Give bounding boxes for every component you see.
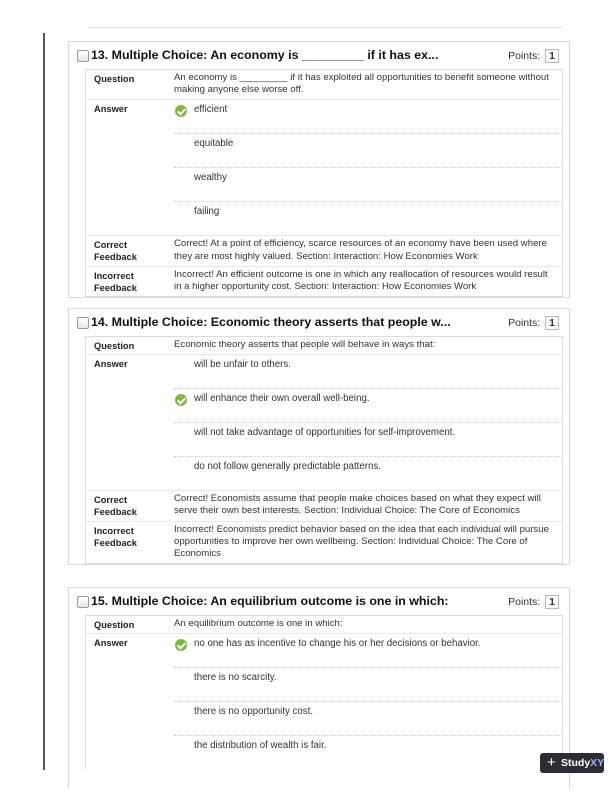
incorrect-feedback-row (86, 522, 562, 564)
select-checkbox[interactable] (77, 317, 89, 329)
logo-text-suffix: XY (590, 757, 605, 769)
question-details-table (85, 69, 563, 297)
option-text: no one has as incentive to change his or her decisions or behavior. (194, 638, 481, 650)
points-label: Points: (508, 596, 541, 608)
points-value[interactable]: 1 (545, 316, 559, 330)
answer-row (86, 355, 562, 491)
answer-options (174, 634, 562, 769)
question-card-14 (68, 308, 570, 565)
left-margin-rule (43, 33, 45, 770)
question-title: 14. Multiple Choice: Economic theory asserts that people w... (91, 315, 451, 329)
answer-option (174, 168, 562, 202)
question-details-table (85, 615, 563, 769)
option-text: efficient (194, 104, 228, 116)
logo-text-prefix: Study (561, 757, 591, 769)
question-card-15 (68, 587, 570, 788)
question-label: Question (94, 74, 135, 84)
incorrect-feedback-text: Incorrect! Economists predict behavior based on the idea that each individual will pursue opportunities to improve her own wellbeing. Section: Individual Choice: The Core of Economics (174, 523, 549, 560)
option-text: failing (194, 206, 220, 218)
option-text: there is no opportunity cost. (194, 706, 314, 718)
answer-option (174, 202, 562, 235)
incorrect-feedback-text: Incorrect! An efficient outcome is one in which any reallocation of resources would result in a higher opportunity cost. Section: Interaction: How Economies Work (174, 268, 548, 293)
answer-option (174, 736, 562, 769)
correct-feedback-row (86, 236, 562, 266)
correct-feedback-row (86, 491, 562, 521)
answer-label: Answer (94, 638, 128, 649)
answer-label: Answer (94, 359, 128, 370)
question-header (69, 309, 569, 336)
points-field (508, 595, 559, 609)
question-row (86, 337, 562, 355)
answer-option (174, 100, 562, 134)
correct-check-icon (175, 394, 187, 406)
question-text: Economic theory asserts that people will behave in ways that: (174, 339, 436, 350)
option-text: do not follow generally predictable patterns. (194, 461, 381, 473)
answer-option (174, 389, 562, 423)
logo-text (561, 753, 604, 773)
question-title: 13. Multiple Choice: An economy is _________ if it has ex... (91, 48, 439, 62)
answer-row (86, 634, 562, 769)
question-label: Question (94, 341, 135, 351)
points-value[interactable]: 1 (545, 49, 559, 63)
points-label: Points: (508, 317, 541, 329)
correct-feedback-label: Correct Feedback (94, 240, 137, 263)
correct-feedback-label: Correct Feedback (94, 495, 137, 518)
option-text: wealthy (194, 172, 227, 184)
correct-check-icon (175, 639, 187, 651)
answer-options (174, 100, 562, 235)
correct-check-icon (175, 105, 187, 117)
question-title: 15. Multiple Choice: An equilibrium outcome is one in which: (91, 594, 449, 608)
answer-option (174, 457, 562, 490)
option-text: equitable (194, 138, 234, 150)
answer-option (174, 702, 562, 736)
points-field (508, 49, 559, 63)
question-header (69, 588, 569, 615)
answer-row (86, 100, 562, 236)
points-field (508, 316, 559, 330)
answer-option (174, 634, 562, 668)
correct-feedback-text: Correct! Economists assume that people make choices based on what they expect will serve their own best interests. Section: Individual Choice: The Core of Economics (174, 493, 541, 517)
answer-option (174, 423, 562, 457)
answer-label: Answer (94, 104, 128, 115)
question-text: An economy is _________ if it has exploited all opportunities to benefit someone without making anyone else worse off. (174, 72, 549, 96)
correct-feedback-text: Correct! At a point of efficiency, scarce resources of an economy have been used where they are most highly valued. Section: Interaction: How Economies Work (174, 238, 547, 262)
incorrect-feedback-label: Incorrect Feedback (94, 270, 137, 293)
answer-option (174, 668, 562, 702)
option-text: there is no scarcity. (194, 672, 277, 684)
question-details-table (85, 336, 563, 564)
question-row (86, 616, 562, 634)
studyxy-watermark-logo (540, 753, 604, 773)
answer-option (174, 134, 562, 168)
points-label: Points: (508, 50, 541, 62)
option-text: will enhance their own overall well-being. (194, 393, 370, 405)
incorrect-feedback-row (86, 267, 562, 296)
question-header (69, 42, 569, 69)
answer-option (174, 355, 562, 389)
answer-options (174, 355, 562, 490)
question-text: An equilibrium outcome is one in which: (174, 618, 343, 629)
question-card-13 (68, 41, 570, 298)
incorrect-feedback-label: Incorrect Feedback (94, 525, 137, 548)
top-divider (88, 27, 562, 28)
select-checkbox[interactable] (77, 50, 89, 62)
points-value[interactable]: 1 (545, 595, 559, 609)
option-text: the distribution of wealth is fair. (194, 740, 327, 752)
question-row (86, 70, 562, 100)
option-text: will be unfair to others. (194, 359, 291, 371)
plus-icon: + (547, 754, 556, 771)
question-label: Question (94, 620, 135, 630)
select-checkbox[interactable] (77, 596, 89, 608)
option-text: will not take advantage of opportunities for self-improvement. (194, 427, 456, 439)
